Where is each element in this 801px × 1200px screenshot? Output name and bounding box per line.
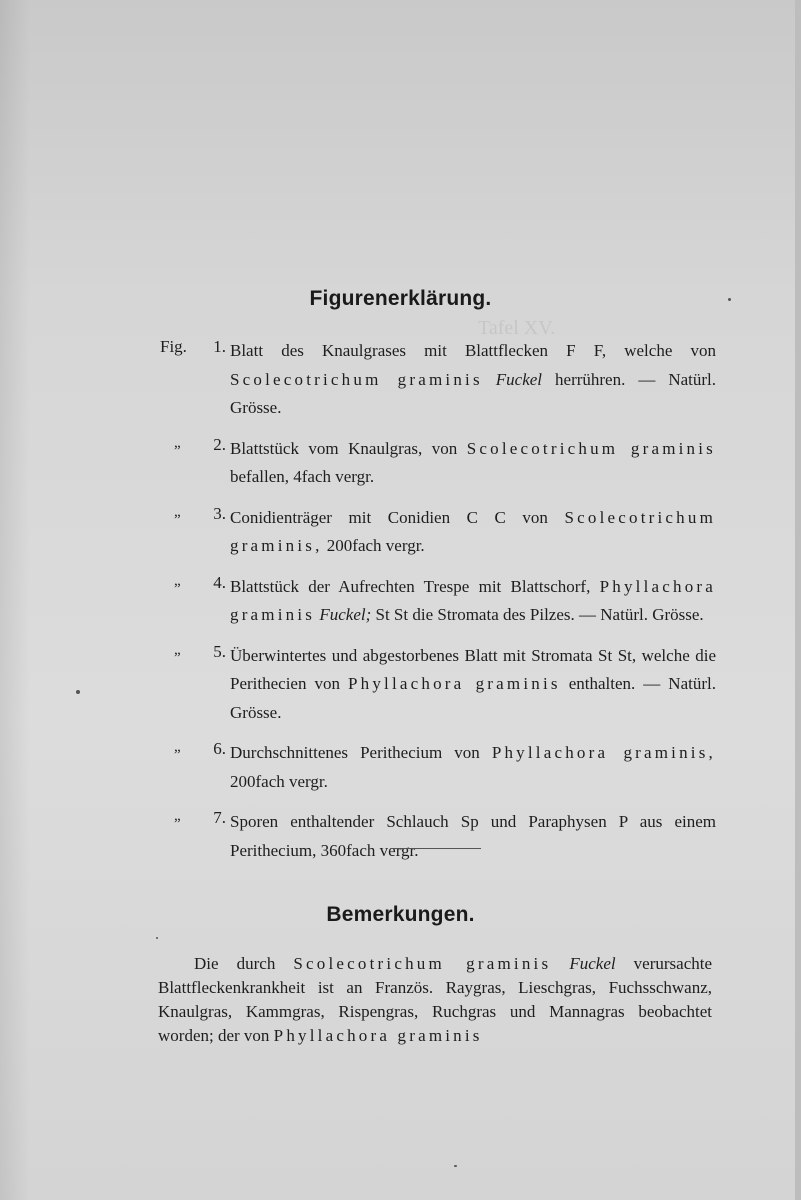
caption-text: Überwintertes und abgestorbenes Blatt mit Stromata St St, welche die Perithecien von (230, 645, 716, 693)
figure-caption (230, 573, 716, 630)
caption-text: Durchschnittenes Perithecium von (230, 743, 480, 762)
caption-text: 200fach vergr. (326, 536, 425, 555)
caption-text: Blattstück vom Knaulgras, von (230, 438, 458, 458)
figure-item-6 (160, 739, 716, 796)
scan-speck (76, 690, 80, 694)
figure-caption (230, 504, 716, 561)
figure-prefix: Fig. (160, 337, 187, 356)
caption-text: Conidienträger mit Conidien C C von (230, 507, 548, 527)
figure-item-4 (160, 573, 716, 630)
remarks-text: Die durch (194, 954, 276, 973)
ditto-mark: „ (174, 572, 181, 589)
figure-caption (230, 337, 716, 423)
caption-text: Blatt des Knaulgrases mit Blattflecken F F, welche von (230, 341, 716, 360)
species-name: Scolecotrichum graminis (230, 369, 483, 389)
ditto-mark: „ (174, 739, 181, 755)
figure-item-5 (160, 642, 716, 728)
author-name: Fuckel (569, 954, 616, 973)
species-name: Phyllachora graminis (273, 1026, 483, 1045)
caption-text: herrühren. — Natürl. Grösse. (230, 369, 717, 417)
figure-caption (230, 808, 716, 865)
figure-item-1 (160, 337, 716, 423)
figure-number: 7. (213, 808, 226, 827)
figure-number: 1. (213, 337, 226, 356)
figure-item-7 (160, 808, 716, 865)
species-name: Scolecotrichum graminis (293, 954, 552, 973)
caption-text: befallen, 4fach vergr. (230, 467, 375, 486)
figure-number: 4. (213, 572, 226, 592)
scan-speck (728, 298, 731, 301)
species-name: Scolecotrichum graminis, (230, 507, 716, 555)
ditto-mark: „ (174, 434, 181, 451)
section-divider (391, 848, 481, 849)
page-edge (795, 0, 801, 1200)
author-name: Fuckel (495, 369, 543, 389)
figure-caption (230, 642, 716, 728)
figure-caption (230, 435, 716, 492)
bleed-through-text: Tafel XV. (478, 317, 556, 339)
species-name: Phyllachora graminis (348, 674, 561, 693)
ditto-mark: „ (174, 503, 181, 520)
figure-number: 3. (213, 503, 226, 523)
figure-number: 6. (213, 739, 226, 758)
ditto-mark: „ (174, 808, 181, 824)
figure-item-2 (160, 435, 716, 492)
figure-number: 2. (213, 434, 226, 454)
remarks-paragraph (158, 952, 712, 1048)
caption-text: St St die Stromata des Pilzes. — Natürl. Grösse. (375, 605, 704, 624)
figure-caption (230, 739, 716, 796)
remarks-text: verursachte Blattfleckenkrankheit ist an Französ. Raygras, Lieschgras, Fuchsschwanz, Knaulgras, Kammgras, Rispengras, Ruchgras und Mannagras beobachtet worden; der von (158, 954, 713, 1045)
figure-list (160, 337, 716, 877)
caption-text: Blattstück der Aufrechten Trespe mit Blattschorf, (230, 576, 591, 596)
figure-number: 5. (213, 641, 226, 661)
remarks-heading: Bemerkungen. (326, 903, 475, 926)
species-name: Phyllachora graminis (230, 576, 717, 624)
caption-text: 200fach vergr. (230, 771, 328, 791)
scan-speck (454, 1165, 457, 1167)
caption-text: enthalten. — Natürl. Grösse. (230, 674, 716, 722)
species-name: Phyllachora graminis, (491, 743, 716, 762)
figure-item-3 (160, 504, 716, 561)
ditto-mark: „ (174, 641, 181, 658)
caption-text: Sporen enthaltender Schlauch Sp und Paraphysen P aus einem Perithecium, 360fach vergr. (230, 812, 716, 860)
page-gutter-shadow (0, 0, 30, 1200)
species-name: Scolecotrichum graminis (466, 438, 716, 458)
author-name: Fuckel; (319, 605, 372, 624)
scan-speck (156, 937, 158, 939)
figures-heading: Figurenerklärung. (309, 287, 492, 310)
